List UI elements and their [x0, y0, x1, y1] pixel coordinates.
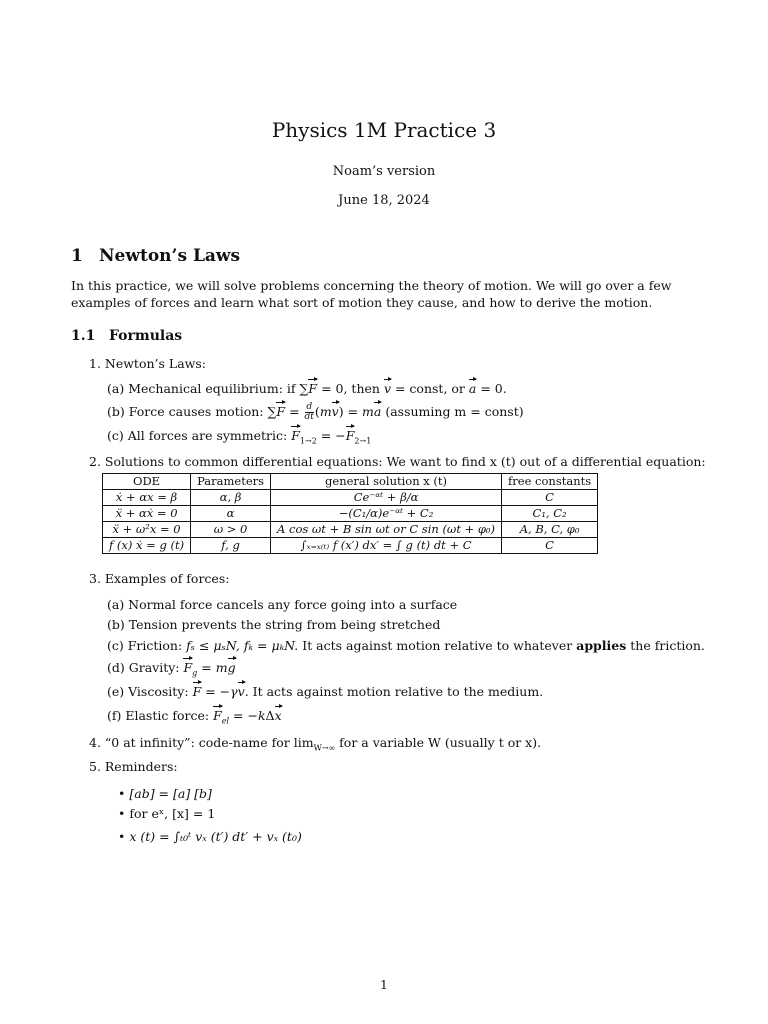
list-item-elastic: (f) Elastic force: $F_{el} = -k\Delta x$	[107, 708, 282, 726]
table-cell: ∫ₓ₌ₓ₍ₜ₎ f (x′) dx′ = ∫ g (t) dt + C	[271, 538, 502, 554]
subsection-title: Formulas	[109, 328, 183, 344]
item-bold-text: applies	[576, 638, 627, 653]
list-item-viscosity: (e) Viscosity: F = −γv. It acts against motion relative to the medium.	[107, 684, 544, 699]
reminder-item: • [ab] = [a] [b]	[118, 786, 212, 801]
table-cell: ω > 0	[191, 522, 271, 538]
item-text: , then	[343, 381, 380, 396]
item-text: Mechanical equilibrium: if	[128, 381, 296, 396]
table-cell: α	[191, 506, 271, 522]
reminder-text: x (t) = ∫ₜ₀ᵗ vₓ (t′) dt′ + vₓ (t₀)	[129, 829, 302, 844]
table-cell: ẍ + ω²x = 0	[103, 522, 191, 538]
table-cell: A cos ωt + B sin ωt or C sin (ωt + φ₀)	[271, 522, 502, 538]
table-cell: ẋ + αx = β	[103, 490, 191, 506]
list-item-normal-force: (a) Normal force cancels any force going into a surface	[107, 597, 458, 612]
item-text: All forces are symmetric:	[127, 428, 288, 443]
table-cell: C₁, C₂	[502, 506, 598, 522]
list-item-force-motion: (b) Force causes motion: ∑F = $\frac{d}{dt}$ (mv) = ma (assuming m = const)	[107, 402, 524, 422]
item-label: (a)	[107, 381, 125, 396]
intro-paragraph: In this practice, we will solve problems concerning the theory of motion. We will go over a few examples of forces and learn what sort of motion they cause, and how to derive the motion.	[71, 278, 672, 310]
list-item-friction	[107, 638, 705, 653]
item-text: (f) Elastic force:	[107, 708, 210, 723]
list-item-symmetric: (c) All forces are symmetric: $F_{1\to 2} = -F_{2\to 1}$	[107, 428, 372, 446]
reminder-item: • for eˣ, [x] = 1	[118, 806, 216, 821]
table-header: Parameters	[191, 474, 271, 490]
document-title: Physics 1M Practice 3	[271, 118, 497, 142]
list-item-newtons-laws: 1. Newton’s Laws:	[89, 356, 206, 371]
table-cell: A, B, C, φ₀	[502, 522, 598, 538]
reminder-item: • x (t) = ∫ₜ₀ᵗ vₓ (t′) dt′ + vₓ (t₀)	[118, 829, 302, 844]
reminder-text: for eˣ, [x] = 1	[129, 806, 216, 821]
list-item-gravity: (d) Gravity: $F_g$ = mg	[107, 660, 236, 678]
table-header: general solution x (t)	[271, 474, 502, 490]
table-row	[103, 538, 598, 554]
table-header-row	[103, 474, 598, 490]
item-formula: fₛ ≤ μₛN, fₖ = μₖN.	[186, 638, 299, 653]
item-text: Force causes motion:	[128, 404, 264, 419]
section-heading	[71, 246, 240, 266]
page-number: 1	[380, 978, 388, 992]
table-cell: C	[502, 538, 598, 554]
item-text: the friction.	[630, 638, 705, 653]
item-text: . It acts against motion relative to the medium.	[244, 684, 544, 699]
item-text: (e) Viscosity:	[107, 684, 189, 699]
item-subscript: W→∞	[313, 743, 336, 753]
table-header: ODE	[103, 474, 191, 490]
item-text: (assuming m = const)	[385, 404, 524, 419]
table-header: free constants	[502, 474, 598, 490]
list-item-zero-infinity	[89, 735, 541, 753]
table-cell: α, β	[191, 490, 271, 506]
table-cell: C	[502, 490, 598, 506]
item-text: (d) Gravity:	[107, 660, 180, 675]
table-cell: ẍ + αẋ = 0	[103, 506, 191, 522]
item-label: (c)	[107, 428, 124, 443]
reminder-text: [ab] = [a] [b]	[129, 786, 212, 801]
list-item-tension: (b) Tension prevents the string from being stretched	[107, 617, 441, 632]
item-text: = const, or	[394, 381, 465, 396]
date-line: June 18, 2024	[338, 193, 430, 208]
section-title: Newton’s Laws	[99, 246, 241, 266]
author-line: Noam’s version	[332, 164, 436, 179]
table-row	[103, 522, 598, 538]
list-item-reminders: 5. Reminders:	[89, 759, 178, 774]
list-item-equilibrium: (a) Mechanical equilibrium: if ∑F = 0, then v = const, or a = 0.	[107, 381, 507, 396]
table-cell: f, g	[191, 538, 271, 554]
list-item-forces: 3. Examples of forces:	[89, 571, 230, 586]
item-text: for a variable W (usually t or x).	[339, 735, 542, 750]
table-cell: Ce⁻ᵅᵗ + β/α	[271, 490, 502, 506]
item-label: (b)	[107, 404, 125, 419]
subsection-heading	[71, 328, 182, 344]
subsection-number: 1.1	[71, 328, 96, 344]
ode-table	[102, 473, 598, 554]
item-text: It acts against motion relative to whatever	[302, 638, 573, 653]
table-cell: −(C₁/α)e⁻ᵅᵗ + C₂	[271, 506, 502, 522]
list-item-ode-intro: 2. Solutions to common differential equations: We want to find x (t) out of a differential equation:	[89, 454, 706, 469]
section-number: 1	[71, 246, 83, 266]
table-cell: f (x) ẋ = g (t)	[103, 538, 191, 554]
table-row	[103, 490, 598, 506]
item-label: (c) Friction:	[107, 638, 183, 653]
item-text: 4. “0 at infinity”: code-name for lim	[89, 735, 314, 750]
table-row	[103, 506, 598, 522]
